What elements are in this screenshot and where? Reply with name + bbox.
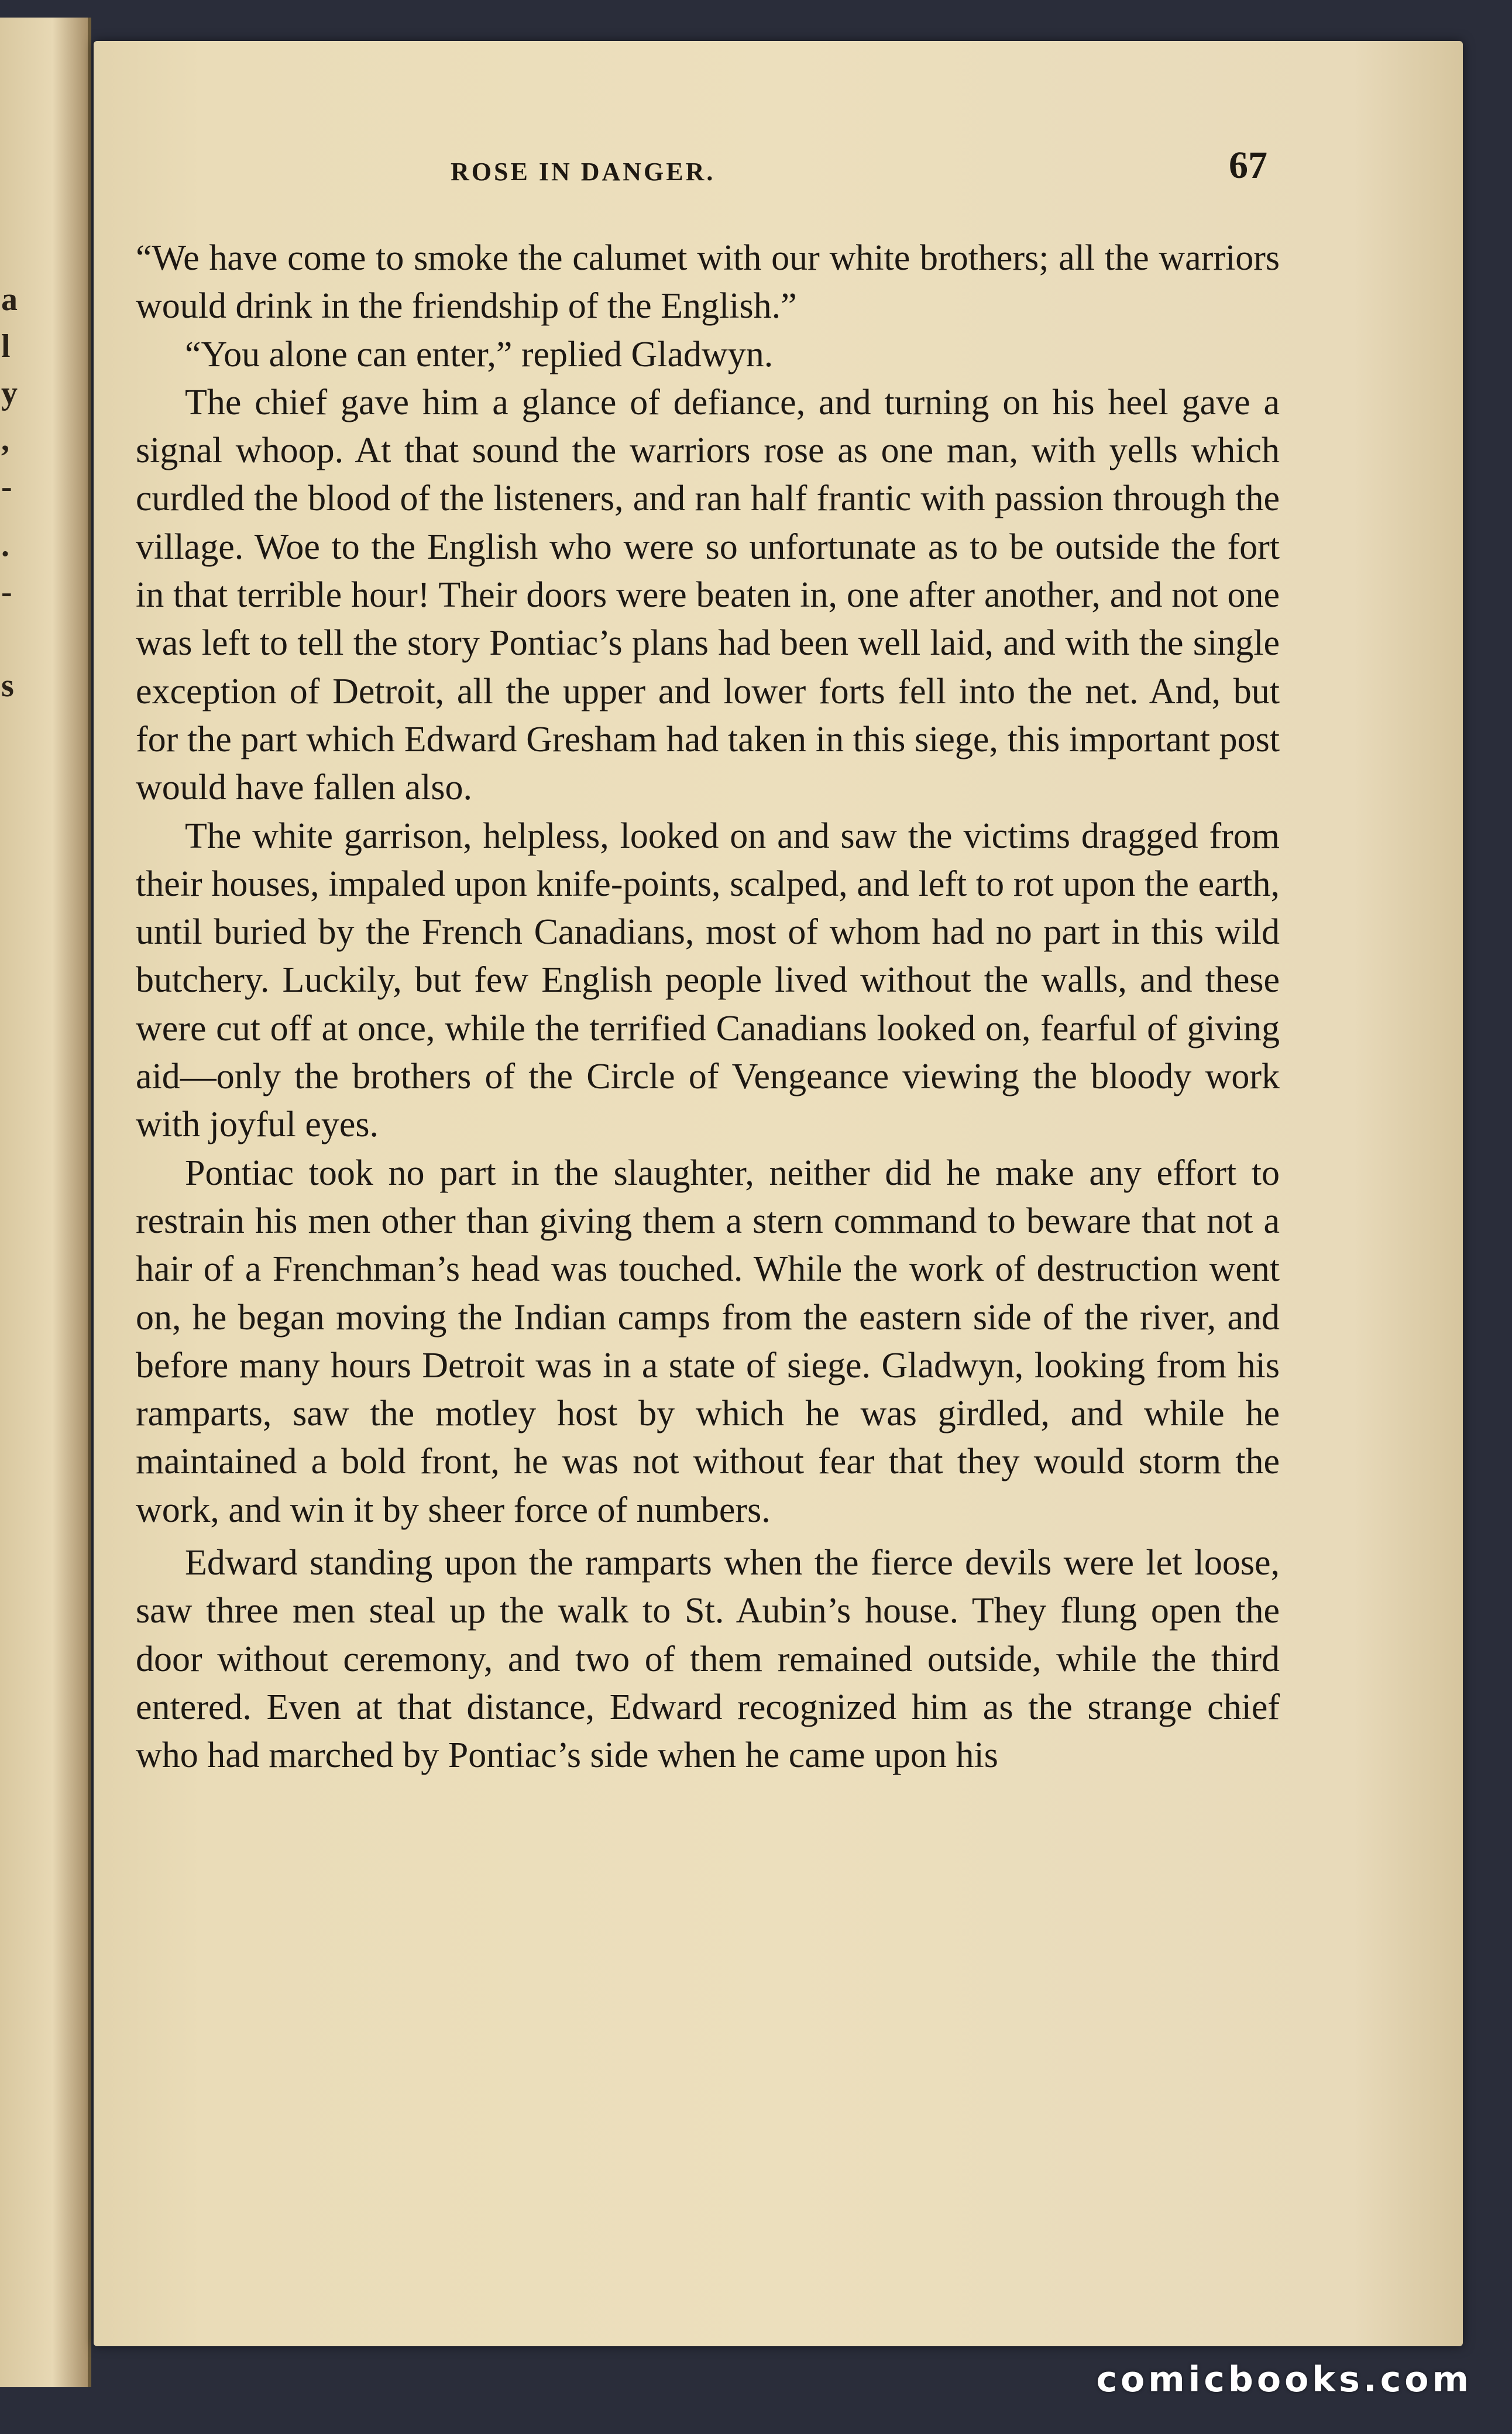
prev-page-glyph: a <box>1 281 18 318</box>
paragraph: The white garrison, helpless, looked on and saw the victims dragged from their houses, impaled upon knife-points, scalped, and left to rot upon the earth, until buried by the French Canadians, most of whom had no part in this wild butchery. Luckily, but few English people lived without the walls, and these were cut off at once, while the terrified Canadians looked on, fearful of giving aid—only the brothers of the Circle of Vengeance viewing the bloody work with joyful eyes. <box>136 816 1280 1145</box>
watermark: comicbooks.com <box>1096 2359 1472 2400</box>
body-text <box>136 234 1280 1780</box>
background-top <box>0 0 1512 47</box>
running-head: ROSE IN DANGER. <box>451 157 716 186</box>
page-number: 67 <box>1229 144 1267 187</box>
prev-page-glyph: y <box>1 375 18 411</box>
prev-page-glyph: . <box>1 527 9 563</box>
paragraph: “You alone can enter,” replied Gladwyn. <box>185 334 774 374</box>
prev-page-glyph: - <box>1 574 12 610</box>
prev-page-glyph: l <box>1 328 11 365</box>
paragraph: The chief gave him a glance of defiance, and turning on his heel gave a signal whoop. At that sound the warriors rose as one man, with yells which curdled the blood of the listeners, and ran half frantic with passion through the village. Woe to the English who were so unfortunate as to be outside the fort in that terrible hour! Their doors were beaten in, one after another, and not one was left to tell the story Pontiac’s plans had been well laid, and with the single exception of Detroit, all the upper and lower forts fell into the net. And, but for the part which Edward Gresham had taken in this siege, this important post would have fallen also. <box>136 382 1280 808</box>
prev-page-glyph: s <box>1 668 14 704</box>
paragraph: Edward standing upon the ramparts when the fierce devils were let loose, saw three men steal up the walk to St. Aubin’s house. They flung open the door without ceremony, and two of them remained outside, while the third entered. Even at that distance, Edward recognized him as the strange chief who had marched by Pontiac’s side when he came upon his <box>136 1543 1280 1776</box>
prev-page-glyph: , <box>1 422 9 458</box>
prev-page-glyph: - <box>1 469 12 505</box>
paragraph: “We have come to smoke the calumet with our white brothers; all the warriors would drink in the friendship of the English.” <box>136 238 1280 326</box>
previous-page-edge <box>0 18 91 2387</box>
paragraph: Pontiac took no part in the slaughter, neither did he make any effort to restrain his men other than giving them a stern command to beware that not a hair of a Frenchman’s head was touched. While the work of destruction went on, he began moving the Indian camps from the eastern side of the river, and before many hours Detroit was in a state of siege. Gladwyn, looking from his ramparts, saw the motley host by which he was girdled, and while he maintained a bold front, he was not without fear that they would storm the work, and win it by sheer force of numbers. <box>136 1153 1280 1530</box>
